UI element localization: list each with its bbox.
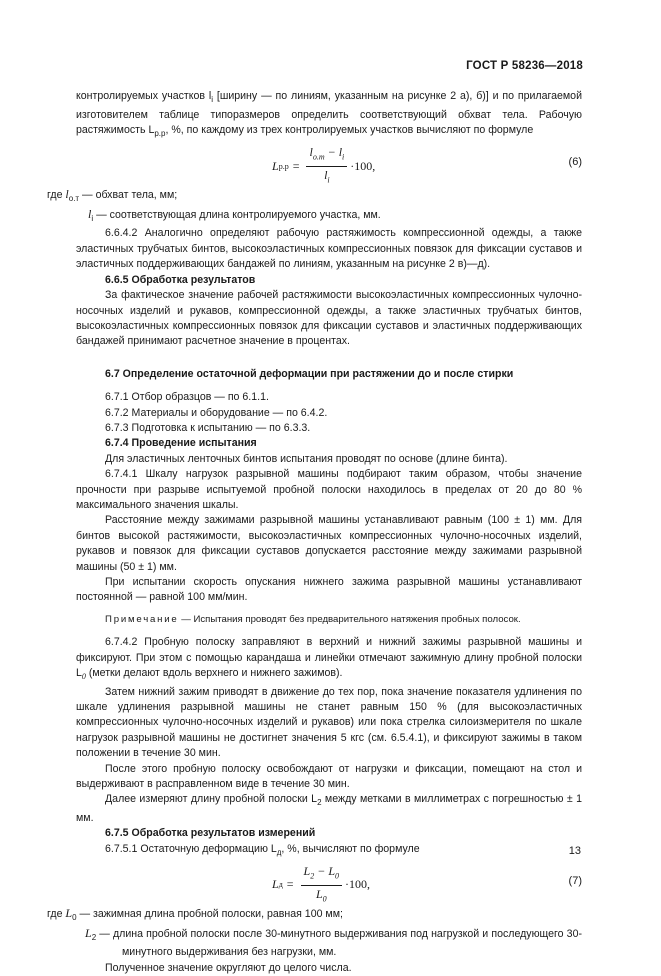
paragraph-rounding: Полученное значение округляют до целого числа. — [105, 961, 352, 974]
paragraph-6741: 6.7.4.1 Шкалу нагрузок разрывной машины подбирают таким образом, чтобы значение прочности при разрыве испытуемой пробной полоски находилось в пределах от 20 до 80 % максимального значения шкалы. — [76, 468, 582, 511]
page-number: 13 — [568, 845, 581, 857]
heading-675: 6.7.5 Обработка результатов измерений — [105, 827, 316, 840]
paragraph-speed: При испытании скорость опускания нижнего зажима разрывной машины устанавливают постоянной — равной 100 мм/мин. — [76, 576, 582, 604]
paragraph-672: 6.7.2 Материалы и оборудование — по 6.4.2. — [105, 406, 328, 419]
legend-6: где $l_{о.т}$ — обхват тела, мм; $l_i$ — соответствующая длина контролируемого участка, мм. — [47, 187, 381, 224]
formula-7-number: (7) — [568, 875, 582, 888]
formula-6: L р.р = $\frac{l_{о.т} - l_i}{l_i}$ ·100, (6) — [76, 141, 582, 187]
page-body — [47, 89, 582, 976]
formula-6-fraction: $\frac{l_{о.т} - l_i}{l_i}$ — [306, 145, 347, 187]
paragraph-release: После этого пробную полоску освобождают от нагрузки и фиксации, помещают на стол и выдерживают в расправленном виде в течение 30 мин. — [76, 762, 582, 790]
paragraph-6742: 6.7.4.2 Пробную полоску заправляют в верхний и нижний зажимы разрывной машины и фиксируют. При этом с помощью карандаша и линейки отмечают зажимную длину пробной полоски $L_0$ (метки делают вдоль верхнего и нижнего зажимов). — [76, 636, 582, 682]
paragraph-6751: 6.7.5.1 Остаточную деформацию $L_д$, %, вычисляют по формуле — [105, 842, 420, 857]
paragraph-665: За фактическое значение рабочей растяжимости высокоэластичных компрессионных чулочно-носочных изделий и рукавов, компрессионной одежды, а также эластичных трубчатых бинтов, высокоэластичных компрессионных повязок для фиксации суставов и эластичных поддерживающих бандажей принимают расчетное значение в процентах. — [76, 289, 582, 348]
paragraph-measure: Далее измеряют длину пробной полоски $L_2$ между метками в миллиметрах с погрешностью ± 1 мм. — [76, 793, 582, 824]
heading-67: 6.7 Определение остаточной деформации при растяжении до и после стирки — [105, 367, 514, 380]
paragraph-673: 6.7.3 Подготовка к испытанию — по 6.3.3. — [105, 421, 311, 434]
paragraph-671: 6.7.1 Отбор образцов — по 6.1.1. — [105, 391, 269, 404]
heading-665: 6.6.5 Обработка результатов — [105, 273, 256, 286]
standard-header: ГОСТ Р 58236—2018 — [466, 60, 583, 72]
heading-674: 6.7.4 Проведение испытания — [105, 437, 257, 450]
paragraph-6642: 6.6.4.2 Аналогично определяют рабочую растяжимость компрессионной одежды, а также эластичных трубчатых бинтов, высокоэластичных компрессионных повязок для фиксации суставов и эластичных поддерживающих бандажей по линиям, указанным на рисунке 2 в)—д). — [76, 227, 582, 271]
formula-7-fraction: $\frac{L_2 - L_0}{L_0}$ — [301, 864, 342, 906]
paragraph-674: Для эластичных ленточных бинтов испытания проводят по основе (длине бинта). — [105, 452, 508, 465]
paragraph-lower-clamp: Затем нижний зажим приводят в движение до тех пор, пока значение показателя удлинения по шкале удлинения разрывной машины не станет равным 150 % (для высокоэластичных компрессионных чулочно-носочных изделий и рукавов) или пока стрелка силоизмерителя по шкале нагрузок разрывной машины не достигнет значения 5 кгс (см. 6.5.4.1), и фиксируют зажимы в таком положении в течение 30 мин. — [76, 685, 582, 760]
formula-7: L д = $\frac{L_2 - L_0}{L_0}$ ·100, (7) — [76, 860, 582, 906]
note: Примечание — Испытания проводят без предварительного натяжения пробных полосок. — [105, 613, 521, 625]
legend-7: где $L_0$ — зажимная длина пробной полоски, равная 100 мм; $L_2$ — длина пробной полоски после 30-минутного выдерживания под нагрузкой и последующего 30-минутного выдерживания без нагрузки, мм. — [47, 906, 582, 959]
formula-6-number: (6) — [568, 156, 582, 169]
paragraph-distance: Расстояние между зажимами разрывной машины устанавливают равным (100 ± 1) мм. Для бинтов высокой растяжимости, высокоэластичных компрессионных чулочно-носочных изделий, рукавов и повязок для фиксации суставов допускается расстояние между зажимами разрывной машины (50 ± 1) мм. — [76, 514, 582, 573]
paragraph-intro: контролируемых участков $l_i$ [ширину — по линиям, указанным на рисунке 2 а), б)] и по прилагаемой изготовителем таблице типоразмеров определить соответствующий обхват тела. Рабочую растяжимость $L_{р.р}$, %, по каждому из трех контролируемых участков вычисляют по формуле — [76, 90, 582, 139]
